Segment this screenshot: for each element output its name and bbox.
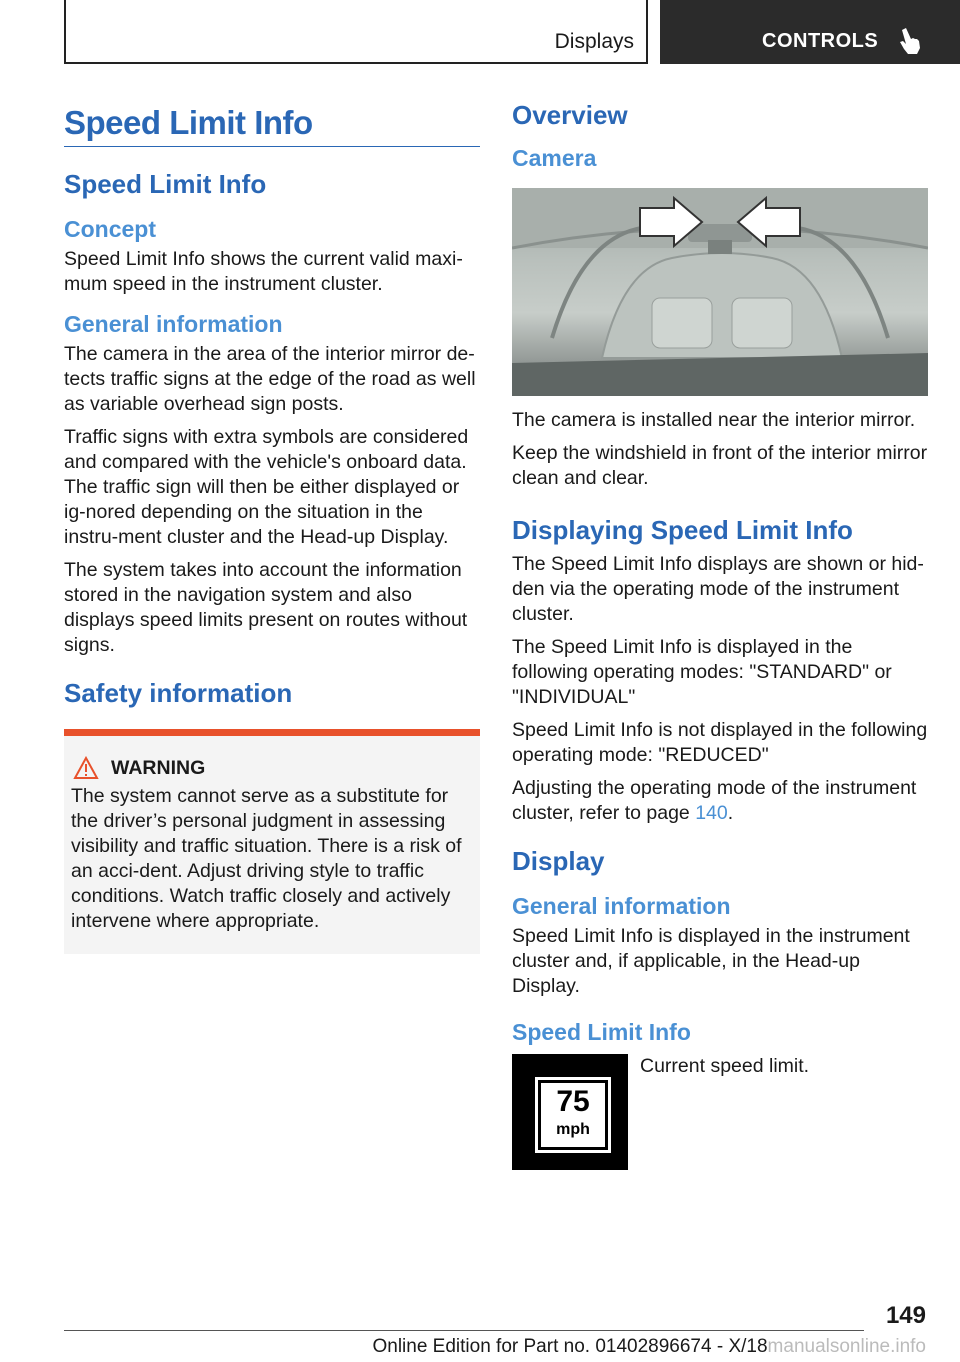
section-heading-safety-information: Safety information bbox=[64, 678, 293, 708]
speed-sign-row bbox=[512, 1054, 928, 1170]
concept-paragraph: Speed Limit Info shows the current valid maxi-mum speed in the instrument cluster. bbox=[64, 248, 463, 295]
warning-title: WARNING bbox=[111, 756, 206, 779]
camera-paragraph-2: Keep the windshield in front of the interior mirror clean and clear. bbox=[512, 442, 928, 489]
warning-title-row bbox=[111, 756, 472, 780]
camera-paragraph-1: The camera is installed near the interior mirror. bbox=[512, 409, 916, 431]
page-number: 149 bbox=[885, 1302, 926, 1329]
page-140-link[interactable]: 140 bbox=[695, 802, 728, 824]
displaying-paragraph-4-text: Adjusting the operating mode of the instrument cluster, refer to page bbox=[512, 777, 917, 824]
general-paragraph-1: The camera in the area of the interior mirror de-tects traffic signs at the edge of the road as well as variable overhead sign posts. bbox=[64, 343, 476, 415]
page-title: Speed Limit Info bbox=[64, 104, 313, 141]
header-chapter-tab bbox=[660, 0, 960, 64]
section-heading-overview: Overview bbox=[512, 100, 628, 130]
general-paragraph-3: The system takes into account the information stored in the navigation system and also displays speed limits present on routes without signs. bbox=[64, 559, 468, 656]
displaying-paragraph-3: Speed Limit Info is not displayed in the following operating mode: "REDUCED" bbox=[512, 719, 928, 766]
pointing-hand-icon bbox=[896, 26, 924, 56]
display-general-paragraph: Speed Limit Info is displayed in the instrument cluster and, if applicable, in the Head-up Display. bbox=[512, 925, 910, 997]
displaying-paragraph-4-end: . bbox=[727, 802, 734, 824]
title-rule bbox=[64, 146, 480, 147]
displaying-paragraph-1: The Speed Limit Info displays are shown or hid-den via the operating mode of the instrument cluster. bbox=[512, 553, 924, 625]
header-chapter-label: CONTROLS bbox=[762, 30, 879, 52]
warning-triangle-icon bbox=[73, 756, 99, 780]
speed-limit-unit: mph bbox=[556, 1121, 590, 1138]
subheading-general-information: General information bbox=[64, 311, 283, 337]
displaying-paragraph-2: The Speed Limit Info is displayed in the following operating modes: "STANDARD" or "INDIVIDUAL" bbox=[512, 636, 892, 708]
footer-edition bbox=[372, 1336, 926, 1358]
left-column bbox=[64, 100, 480, 954]
subheading-display-general-information: General information bbox=[512, 893, 731, 919]
general-paragraph-2: Traffic signs with extra symbols are considered and compared with the vehicle's onboard data. The traffic sign will then be either displayed or ig-nored depending on the situation in the instru-ment cluster and the Head-up Display. bbox=[64, 426, 469, 548]
interior-mirror-camera-drawing bbox=[512, 188, 928, 396]
subheading-camera: Camera bbox=[512, 145, 597, 171]
speed-limit-caption: Current speed limit. bbox=[640, 1055, 810, 1077]
displaying-paragraph-4 bbox=[512, 776, 928, 826]
subheading-speed-limit-info: Speed Limit Info bbox=[512, 1019, 691, 1045]
speed-limit-number: 75 bbox=[556, 1085, 590, 1118]
warning-text: The system cannot serve as a substitute for the driver’s personal judgment in assessing visibility and traffic situation. There is a risk of an acci-dent. Adjust driving style to traffic conditions. Watch traffic closely and actively intervene where appropriate. bbox=[71, 785, 462, 932]
header-section-label: Displays bbox=[554, 30, 634, 53]
footer-watermark: manualsonline.info bbox=[767, 1336, 926, 1357]
footer-edition-text: Online Edition for Part no. 01402896674 - X/18 bbox=[372, 1336, 768, 1357]
camera-location-illustration bbox=[512, 188, 928, 396]
warning-box bbox=[64, 736, 480, 954]
speed-limit-sign-face bbox=[538, 1080, 608, 1150]
subheading-concept: Concept bbox=[64, 216, 156, 242]
speed-limit-sign-graphic bbox=[512, 1054, 628, 1170]
section-heading-display: Display bbox=[512, 846, 605, 876]
right-column bbox=[512, 100, 928, 1170]
header-section-box bbox=[64, 0, 648, 64]
section-heading-displaying-speed-limit-info: Displaying Speed Limit Info bbox=[512, 515, 853, 545]
footer-rule bbox=[64, 1330, 864, 1331]
warning-bar bbox=[64, 729, 480, 736]
section-heading-speed-limit-info: Speed Limit Info bbox=[64, 169, 267, 199]
